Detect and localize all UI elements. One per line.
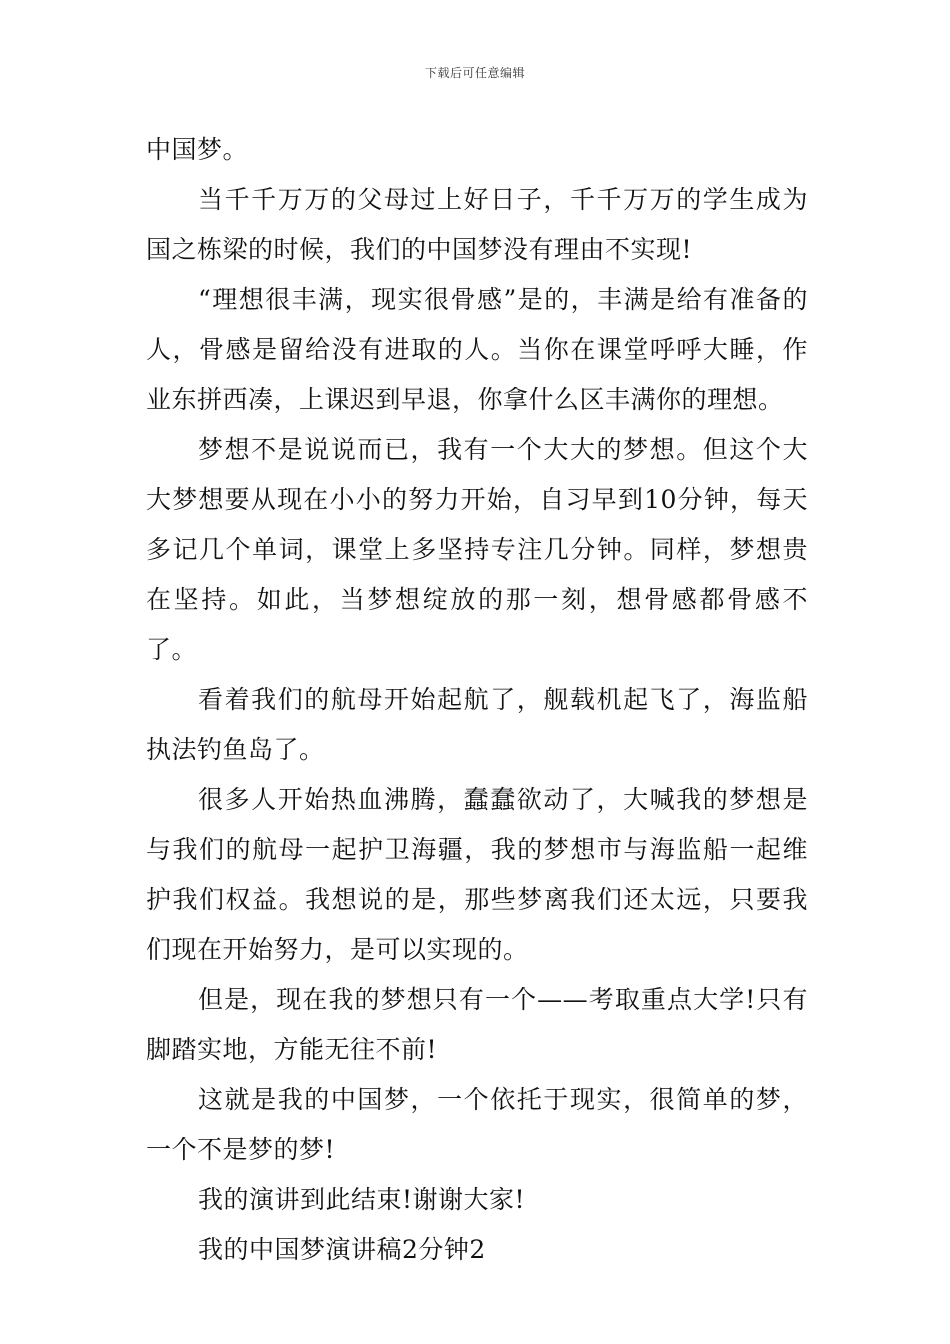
paragraph: 梦想不是说说而已，我有一个大大的梦想。但这个大大梦想要从现在小小的努力开始，自习早到10分钟，每天多记几个单词，课堂上多坚持专注几分钟。同样，梦想贵在坚持。如此，当梦想绽放的那一刻，想骨感都骨感不了。 (146, 435, 808, 664)
section-title: 我的中国梦演讲稿2分钟2 (198, 1235, 486, 1264)
document-body (146, 125, 808, 1275)
paragraph: 当千千万万的父母过上好日子，千千万万的学生成为国之栋梁的时候，我们的中国梦没有理由不实现! (146, 185, 808, 264)
paragraph: 但是，现在我的梦想只有一个——考取重点大学!只有脚踏实地，方能无往不前! (146, 985, 808, 1064)
page-header: 下载后可任意编辑 (424, 66, 525, 80)
paragraph: 很多人开始热血沸腾，蠢蠢欲动了，大喊我的梦想是与我们的航母一起护卫海疆，我的梦想市与海监船一起维护我们权益。我想说的是，那些梦离我们还太远，只要我们现在开始努力，是可以实现的。 (146, 785, 808, 964)
paragraph: 看着我们的航母开始起航了，舰载机起飞了，海监船执法钓鱼岛了。 (146, 685, 808, 764)
paragraph-continuation: 中国梦。 (146, 135, 249, 164)
paragraph: “理想很丰满，现实很骨感”是的，丰满是给有准备的人，骨感是留给没有进取的人。当你在课堂呼呼大睡，作业东拼西凑，上课迟到早退，你拿什么区丰满你的理想。 (146, 285, 808, 414)
paragraph: 这就是我的中国梦，一个依托于现实，很简单的梦，一个不是梦的梦! (146, 1085, 808, 1164)
paragraph-closing: 我的演讲到此结束!谢谢大家! (198, 1185, 526, 1214)
